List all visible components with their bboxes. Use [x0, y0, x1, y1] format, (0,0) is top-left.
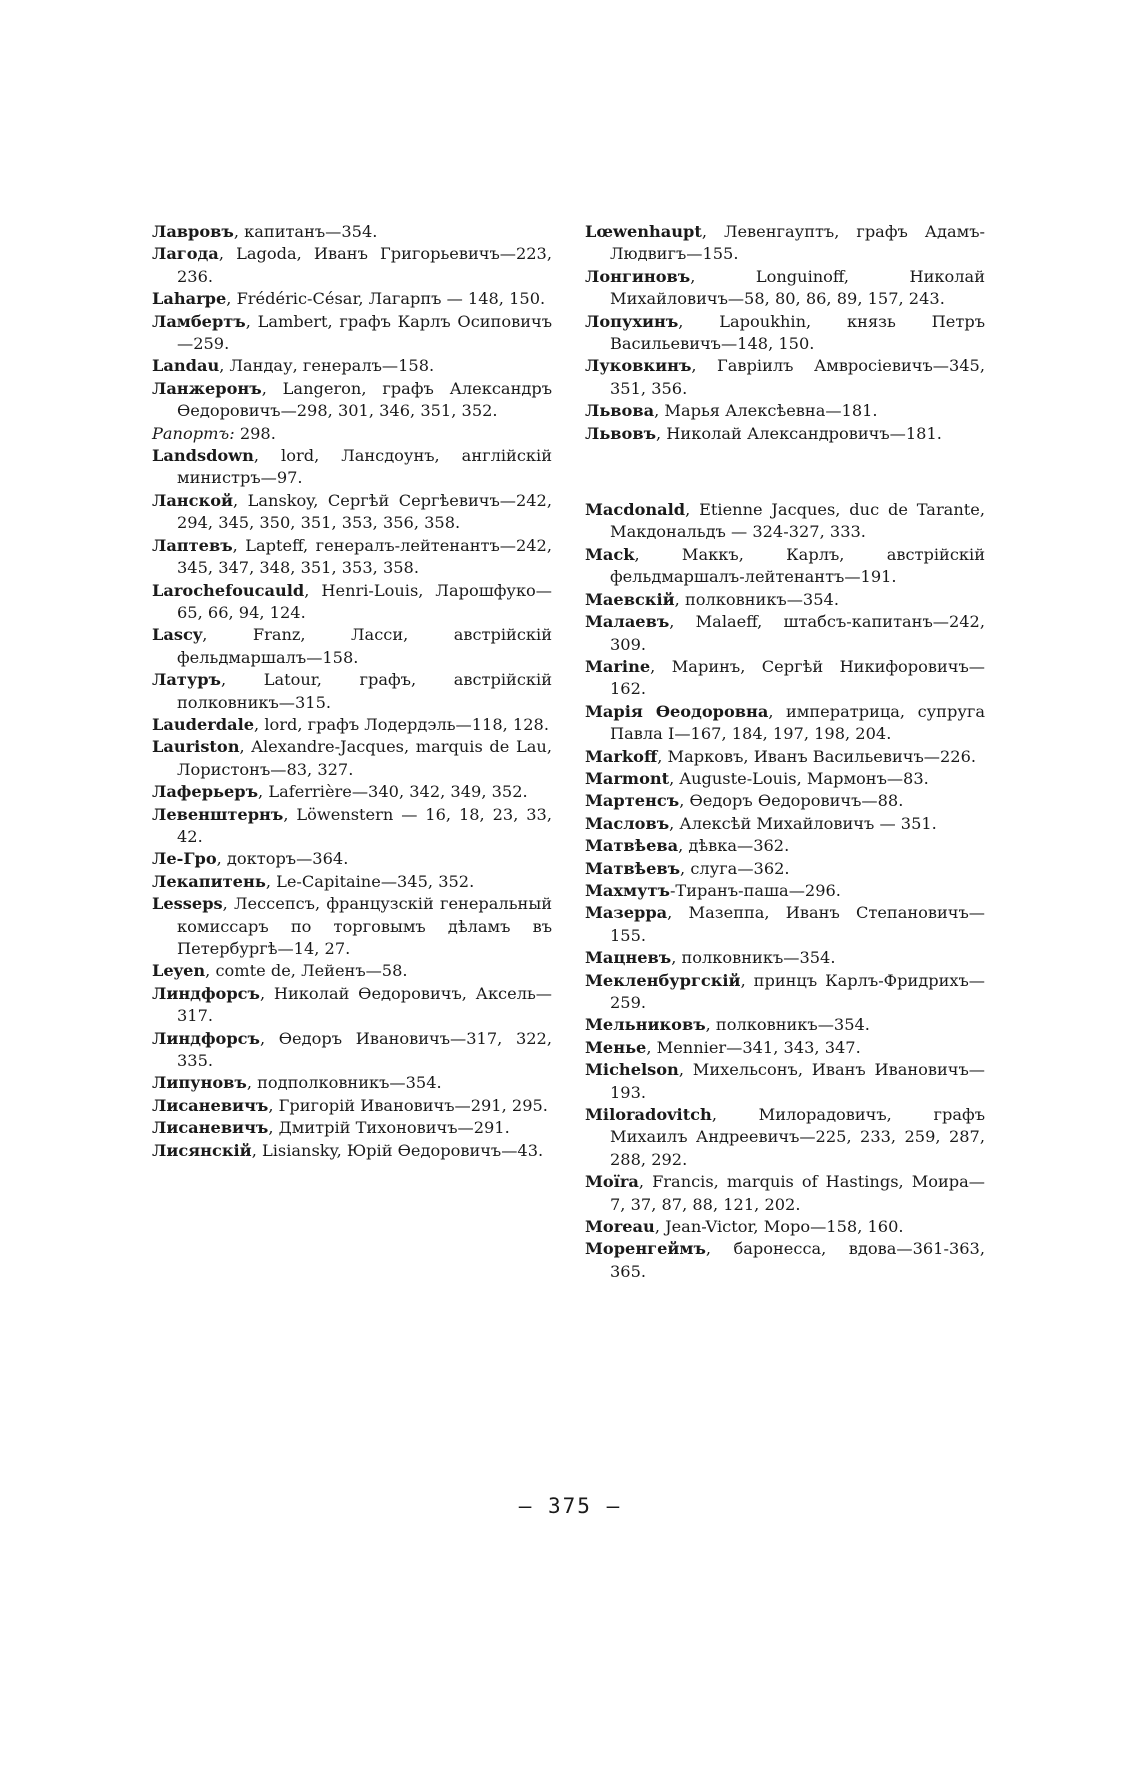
index-entry [585, 400, 985, 422]
entry-text: , Franz, Ласси, австрійскій фельдмаршалъ—158. [177, 625, 552, 667]
entry-headword: Landau [152, 356, 220, 376]
entry-subheading: Рапортъ: [152, 423, 235, 443]
entry-headword: Mack [585, 544, 635, 564]
entry-headword: Мельниковъ [585, 1015, 706, 1035]
entry-headword: Марія Өеодоровна [585, 701, 769, 721]
entry-headword: Лопухинъ [585, 311, 679, 331]
index-entry [152, 624, 552, 669]
index-entry [585, 544, 985, 589]
index-entry [585, 858, 985, 880]
entry-text: , подполковникъ—354. [246, 1073, 442, 1093]
index-entry [152, 490, 552, 535]
entry-text: 298. [234, 423, 276, 443]
index-entry [585, 221, 985, 266]
index-entry [152, 1072, 552, 1094]
right-column [585, 221, 985, 1283]
entry-text: , Өедоръ Өедоровичъ—88. [679, 791, 904, 811]
entry-headword: Lascy [152, 625, 203, 645]
index-entry [585, 1216, 985, 1238]
index-entry [585, 589, 985, 611]
entry-text: , lord, Лансдоунъ, англійскій министръ—97. [177, 446, 552, 488]
index-entry [152, 1095, 552, 1117]
entry-headword: Lauriston [152, 737, 240, 757]
index-entry [585, 423, 985, 445]
index-entry [152, 221, 552, 243]
entry-headword: Лисаневичъ [152, 1095, 269, 1115]
index-entry [152, 781, 552, 803]
index-entry [585, 266, 985, 311]
index-entry [152, 848, 552, 870]
entry-text: , comte de, Лейенъ—58. [205, 961, 408, 981]
entry-headword: Львовъ [585, 423, 657, 443]
entry-text: , полковникъ—354. [674, 589, 839, 609]
entry-headword: Матвѣева [585, 836, 679, 856]
entry-text: , Henri-Louis, Ларошфуко—65, 66, 94, 124. [177, 580, 552, 622]
entry-headword: Мацневъ [585, 948, 672, 968]
index-entry [152, 378, 552, 423]
entry-text: , капитанъ—354. [233, 222, 378, 241]
index-entry [152, 445, 552, 490]
page-number: — 375 — [518, 1494, 622, 1518]
entry-text: , Lisiansky, Юрій Өедоровичъ—43. [251, 1140, 544, 1160]
entry-headword: Моренгеймъ [585, 1239, 706, 1259]
index-entry [585, 499, 985, 544]
entry-text: , Левенгауптъ, графъ Адамъ-Людвигъ—155. [610, 222, 985, 264]
entry-text: , Дмитрій Тихоновичъ—291. [268, 1118, 510, 1138]
entry-headword: Лаферьеръ [152, 782, 259, 802]
index-entry [585, 768, 985, 790]
entry-headword: Leyen [152, 961, 206, 981]
index-entry [152, 669, 552, 714]
index-entry [585, 880, 985, 902]
entry-text: , Григорій Ивановичъ—291, 295. [268, 1095, 548, 1115]
entry-headword: Махмутъ [585, 880, 670, 900]
entry-text: , Latour, графъ, австрійскій полковникъ—315. [177, 670, 552, 712]
entry-text: , Гавріилъ Амвросіевичъ—345, 351, 356. [610, 356, 985, 398]
index-entry [585, 1037, 985, 1059]
index-entry [585, 790, 985, 812]
entry-text: , Alexandre-Jacques, marquis de Lau, Лористонъ—83, 327. [177, 737, 552, 779]
index-entry [585, 1059, 985, 1104]
entry-text: , Mennier—341, 343, 347. [646, 1037, 861, 1057]
entry-headword: Ле-Гро [152, 849, 217, 869]
entry-text: , полковникъ—354. [671, 948, 836, 968]
entry-text: , lord, графъ Лодердэль—118, 128. [254, 714, 549, 734]
entry-text: , баронесса, вдова—361-363, 365. [610, 1239, 985, 1281]
entry-headword: Липуновъ [152, 1073, 247, 1093]
entry-headword: Мазерра [585, 903, 668, 923]
section-m-entries [585, 499, 985, 1283]
index-entry [585, 701, 985, 746]
index-entry [152, 355, 552, 377]
entry-text: , Löwenstern — 16, 18, 23, 33, 42. [177, 804, 552, 846]
entry-headword: Луковкинъ [585, 356, 692, 376]
index-entry [152, 243, 552, 288]
index-entry [585, 1014, 985, 1036]
entry-text: , Николай Александровичъ—181. [656, 423, 942, 443]
index-entry [152, 423, 552, 445]
entry-text: , дѣвка—362. [678, 836, 790, 856]
entry-headword: Линдфорсъ [152, 983, 260, 1003]
entry-headword: Лонгиновъ [585, 266, 691, 286]
index-entry [585, 813, 985, 835]
section-l-entries [585, 221, 985, 445]
index-entry [585, 970, 985, 1015]
entry-headword: Marmont [585, 768, 670, 788]
entry-headword: Масловъ [585, 813, 670, 833]
entry-headword: Laharpe [152, 289, 227, 309]
index-entry [152, 960, 552, 982]
entry-text: , Francis, marquis of Hastings, Моира—7, 37, 87, 88, 121, 202. [610, 1172, 985, 1214]
index-entry [152, 871, 552, 893]
entry-headword: Лекапитень [152, 871, 266, 891]
index-entry [152, 804, 552, 849]
entry-text: , Алексѣй Михайловичъ — 351. [669, 813, 937, 833]
entry-headword: Michelson [585, 1060, 679, 1080]
entry-headword: Lœwenhaupt [585, 222, 702, 241]
entry-headword: Маевскій [585, 589, 675, 609]
entry-text: , Lagoda, Иванъ Григорьевичъ—223, 236. [177, 244, 552, 286]
entry-text: , Lanskoy, Сергѣй Сергѣевичъ—242, 294, 345, 350, 351, 353, 356, 358. [177, 490, 552, 533]
entry-text: , Etienne Jacques, duc de Tarante, Макдональдъ — 324-327, 333. [610, 500, 985, 542]
entry-headword: Lesseps [152, 894, 223, 914]
left-column [152, 221, 552, 1162]
entry-headword: Ламбертъ [152, 311, 246, 331]
entry-headword: Landsdown [152, 446, 254, 466]
entry-text: , Милорадовичъ, графъ Михаилъ Андреевичъ—225, 233, 259, 287, 288, 292. [610, 1105, 985, 1169]
index-entry [585, 835, 985, 857]
entry-text: , Auguste-Louis, Мармонъ—83. [669, 768, 929, 788]
entry-text: , Марья Алексѣевна—181. [654, 401, 878, 421]
entry-text: , Мазеппа, Иванъ Степановичъ—155. [610, 903, 985, 945]
index-entry [152, 983, 552, 1028]
entry-text: , Николай Өедоровичъ, Аксель—317. [177, 983, 552, 1026]
entry-text: , Ландау, генералъ—158. [219, 356, 435, 376]
index-entry [152, 893, 552, 960]
entry-headword: Мартенсъ [585, 791, 680, 811]
index-entry [585, 746, 985, 768]
entry-text: , Langeron, графъ Александръ Өедоровичъ—298, 301, 346, 351, 352. [177, 378, 552, 421]
entry-text: -Тиранъ-паша—296. [669, 880, 841, 900]
index-entry [152, 1140, 552, 1162]
entry-text: , Le-Capitaine—345, 352. [265, 871, 475, 891]
entry-text: , Malaeff, штабсъ-капитанъ—242, 309. [610, 612, 985, 654]
entry-headword: Markoff [585, 746, 658, 766]
entry-text: , принцъ Карлъ-Фридрихъ—259. [610, 970, 985, 1012]
entry-headword: Мекленбургскій [585, 970, 741, 990]
entry-headword: Ланжеронъ [152, 378, 262, 398]
entry-headword: Лавровъ [152, 222, 234, 241]
index-entry [585, 355, 985, 400]
entry-text: , Өедоръ Ивановичъ—317, 322, 335. [177, 1028, 552, 1071]
index-entry [152, 736, 552, 781]
entry-text: , Маринъ, Сергѣй Никифоровичъ—162. [610, 656, 985, 699]
index-entry [152, 288, 552, 310]
entry-text: , Марковъ, Иванъ Васильевичъ—226. [657, 746, 977, 766]
entry-text: , докторъ—364. [216, 849, 349, 869]
entry-headword: Miloradovitch [585, 1105, 712, 1125]
entry-text: , Lapoukhin, князь Петръ Васильевичъ—148, 150. [610, 311, 985, 354]
entry-text: , Laferrière—340, 342, 349, 352. [258, 782, 528, 802]
index-entry [585, 902, 985, 947]
entry-headword: Moïra [585, 1172, 639, 1192]
entry-text: , Lambert, графъ Карлъ Осиповичъ—259. [177, 311, 552, 354]
index-entry [152, 311, 552, 356]
index-entry [152, 1028, 552, 1073]
entry-headword: Малаевъ [585, 612, 670, 632]
index-entry [152, 580, 552, 625]
index-entry [585, 656, 985, 701]
index-entry [152, 714, 552, 736]
entry-headword: Линдфорсъ [152, 1028, 260, 1048]
index-entry [585, 311, 985, 356]
entry-headword: Moreau [585, 1217, 655, 1237]
entry-headword: Лагода [152, 244, 219, 264]
entry-text: , Jean-Victor, Моро—158, 160. [654, 1217, 904, 1237]
section-gap [585, 445, 985, 499]
entry-text: , Лессепсъ, французскій генеральный комиссаръ по торговымъ дѣламъ въ Петербургѣ—14, 27. [177, 894, 552, 958]
entry-headword: Лисянскій [152, 1140, 252, 1160]
entry-headword: Ланской [152, 490, 234, 510]
index-entry [585, 1238, 985, 1283]
index-entry [152, 1117, 552, 1139]
index-entry [585, 947, 985, 969]
index-entry [585, 1171, 985, 1216]
entry-headword: Латуръ [152, 670, 221, 690]
entry-headword: Левенштернъ [152, 804, 284, 824]
entry-headword: Macdonald [585, 500, 686, 520]
entry-text: , Frédéric-César, Лагарпъ — 148, 150. [226, 289, 546, 309]
index-entry [585, 1104, 985, 1171]
index-entry [585, 611, 985, 656]
entry-headword: Marine [585, 656, 651, 676]
entry-text: , Longuinoff, Николай Михайловичъ—58, 80, 86, 89, 157, 243. [610, 266, 985, 309]
entry-text: , Маккъ, Карлъ, австрійскій фельдмаршалъ-лейтенантъ—191. [610, 544, 985, 587]
index-entry [152, 535, 552, 580]
entry-headword: Львова [585, 401, 655, 421]
entry-text: , слуга—362. [680, 858, 790, 878]
entry-text: , Lapteff, генералъ-лейтенантъ—242, 345, 347, 348, 351, 353, 358. [177, 535, 552, 578]
entry-headword: Менье [585, 1037, 647, 1057]
entry-headword: Лаптевъ [152, 535, 233, 555]
entry-text: , Михельсонъ, Иванъ Ивановичъ—193. [610, 1060, 985, 1102]
entry-headword: Larochefoucauld [152, 580, 305, 600]
entry-headword: Лисаневичъ [152, 1118, 269, 1138]
entry-headword: Матвѣевъ [585, 858, 681, 878]
entry-headword: Lauderdale [152, 714, 255, 734]
entry-text: , императрица, супруга Павла I—167, 184, 197, 198, 204. [610, 701, 985, 744]
entry-text: , полковникъ—354. [705, 1015, 870, 1035]
